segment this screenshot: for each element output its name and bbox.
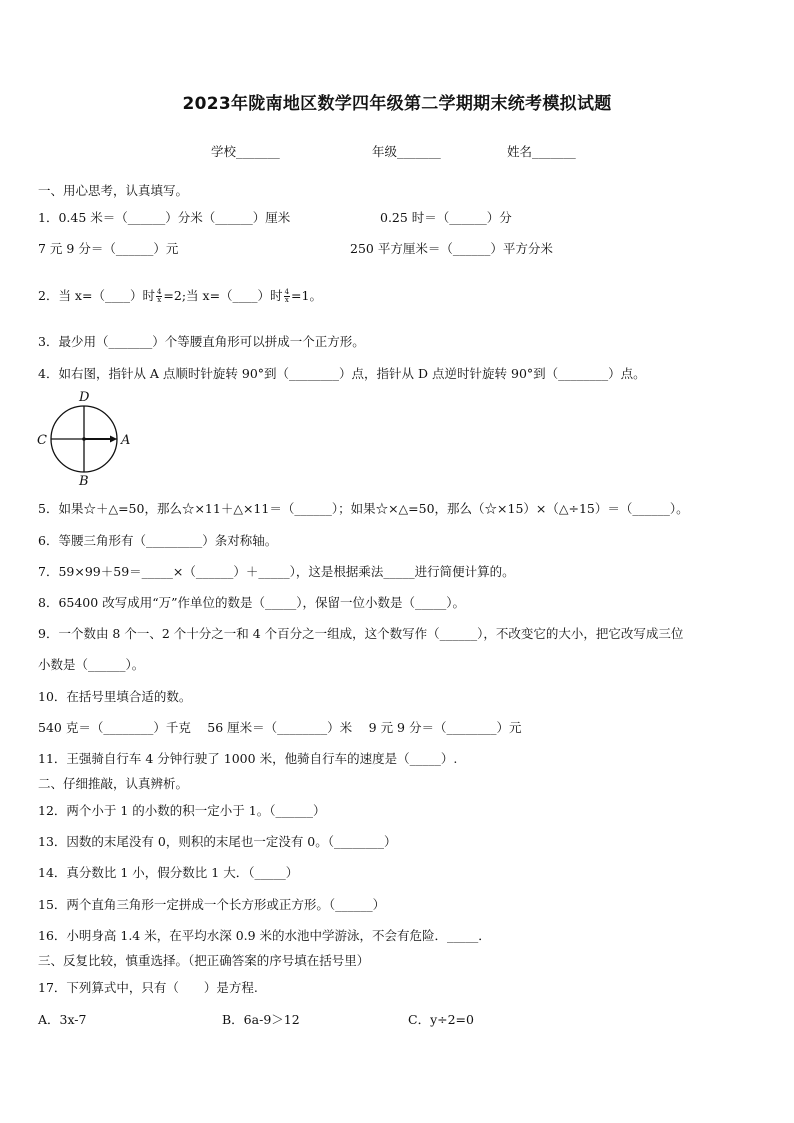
question-11: 11．王强骑自行车 4 分钟行驶了 1000 米，他骑自行车的速度是（_____）. (38, 751, 458, 766)
label-a: A (121, 433, 131, 448)
label-c: C (37, 433, 47, 448)
question-3: 3．最少用（_______）个等腰直角形可以拼成一个正方形。 (38, 334, 365, 349)
fraction-4-over-x (284, 289, 290, 304)
question-2-part1: 2．当 x=（____）时 (38, 288, 155, 303)
question-1a: 1．0.45 米＝（______）分米（______）厘米 (38, 210, 291, 225)
question-15: 15．两个直角三角形一定拼成一个长方形或正方形。（______） (38, 897, 386, 912)
question-9a: 9．一个数由 8 个一、2 个十分之一和 4 个百分之一组成，这个数写作（______），不改变它的大小，把它改写成三位 (38, 626, 684, 641)
section-3-heading: 三、反复比较，慎重选择。（把正确答案的序号填在括号里） (38, 953, 370, 968)
school-field[interactable]: 学校_______ (211, 144, 280, 159)
grade-field[interactable]: 年级_______ (372, 144, 441, 159)
question-9b: 小数是（______）。 (38, 657, 145, 672)
question-5: 5．如果☆＋△=50，那么☆×11＋△×11＝（______）；如果☆×△=50，那么（☆×15）×（△÷15）＝（______）。 (38, 501, 689, 516)
fraction-4-over-x (156, 289, 162, 304)
fraction-numerator: 4 (156, 288, 162, 296)
section-1-heading: 一、用心思考，认真填写。 (38, 183, 189, 198)
question-4: 4．如右图，指针从 A 点顺时针旋转 90°到（________）点，指针从 D 点逆时针旋转 90°到（________）点。 (38, 366, 646, 381)
label-b: B (79, 474, 89, 488)
question-7: 7．59×99＋59＝_____×（______）＋_____），这是根据乘法_____进行简便计算的。 (38, 564, 515, 579)
question-1d: 250 平方厘米＝（______）平方分米 (350, 241, 553, 256)
question-10-stem: 10．在括号里填合适的数。 (38, 689, 192, 704)
fraction-denominator: x (284, 296, 289, 304)
question-10-items: 540 克＝（________）千克 56 厘米＝（________）米 9 元 9 分＝（________）元 (38, 720, 522, 735)
question-13: 13．因数的末尾没有 0，则积的末尾也一定没有 0。（________） (38, 834, 397, 849)
question-8: 8．65400 改写成用“万”作单位的数是（_____），保留一位小数是（_____）。 (38, 595, 465, 610)
question-6: 6．等腰三角形有（_________）条对称轴。 (38, 533, 278, 548)
question-1c: 7 元 9 分＝（______）元 (38, 241, 179, 256)
question-12: 12．两个小于 1 的小数的积一定小于 1。（______） (38, 803, 326, 818)
question-2-part3: =1。 (291, 288, 322, 303)
question-16: 16．小明身高 1.4 米，在平均水深 0.9 米的水池中学游泳，不会有危险．_____． (38, 928, 491, 943)
fraction-denominator: x (157, 296, 162, 304)
question-14: 14．真分数比 1 小，假分数比 1 大．（_____） (38, 865, 299, 880)
page-title: 2023年陇南地区数学四年级第二学期期末统考模拟试题 (182, 94, 612, 114)
clock-circle-diagram (34, 388, 138, 488)
question-2-part2: =2;当 x=（____）时 (163, 288, 283, 303)
label-d: D (79, 390, 90, 405)
question-2 (38, 286, 322, 304)
question-17-stem: 17．下列算式中，只有（ ）是方程. (38, 980, 258, 995)
center-point (82, 437, 86, 441)
question-17-option-b: B．6a-9＞12 (222, 1012, 300, 1027)
fraction-numerator: 4 (284, 288, 290, 296)
question-1b: 0.25 时＝（______）分 (380, 210, 512, 225)
question-17-option-c: C．y÷2=0 (408, 1012, 474, 1027)
name-field[interactable]: 姓名_______ (507, 144, 576, 159)
section-2-heading: 二、仔细推敲，认真辨析。 (38, 776, 189, 791)
question-17-option-a: A．3x-7 (38, 1012, 87, 1027)
pointer-arrowhead-icon (110, 436, 117, 443)
